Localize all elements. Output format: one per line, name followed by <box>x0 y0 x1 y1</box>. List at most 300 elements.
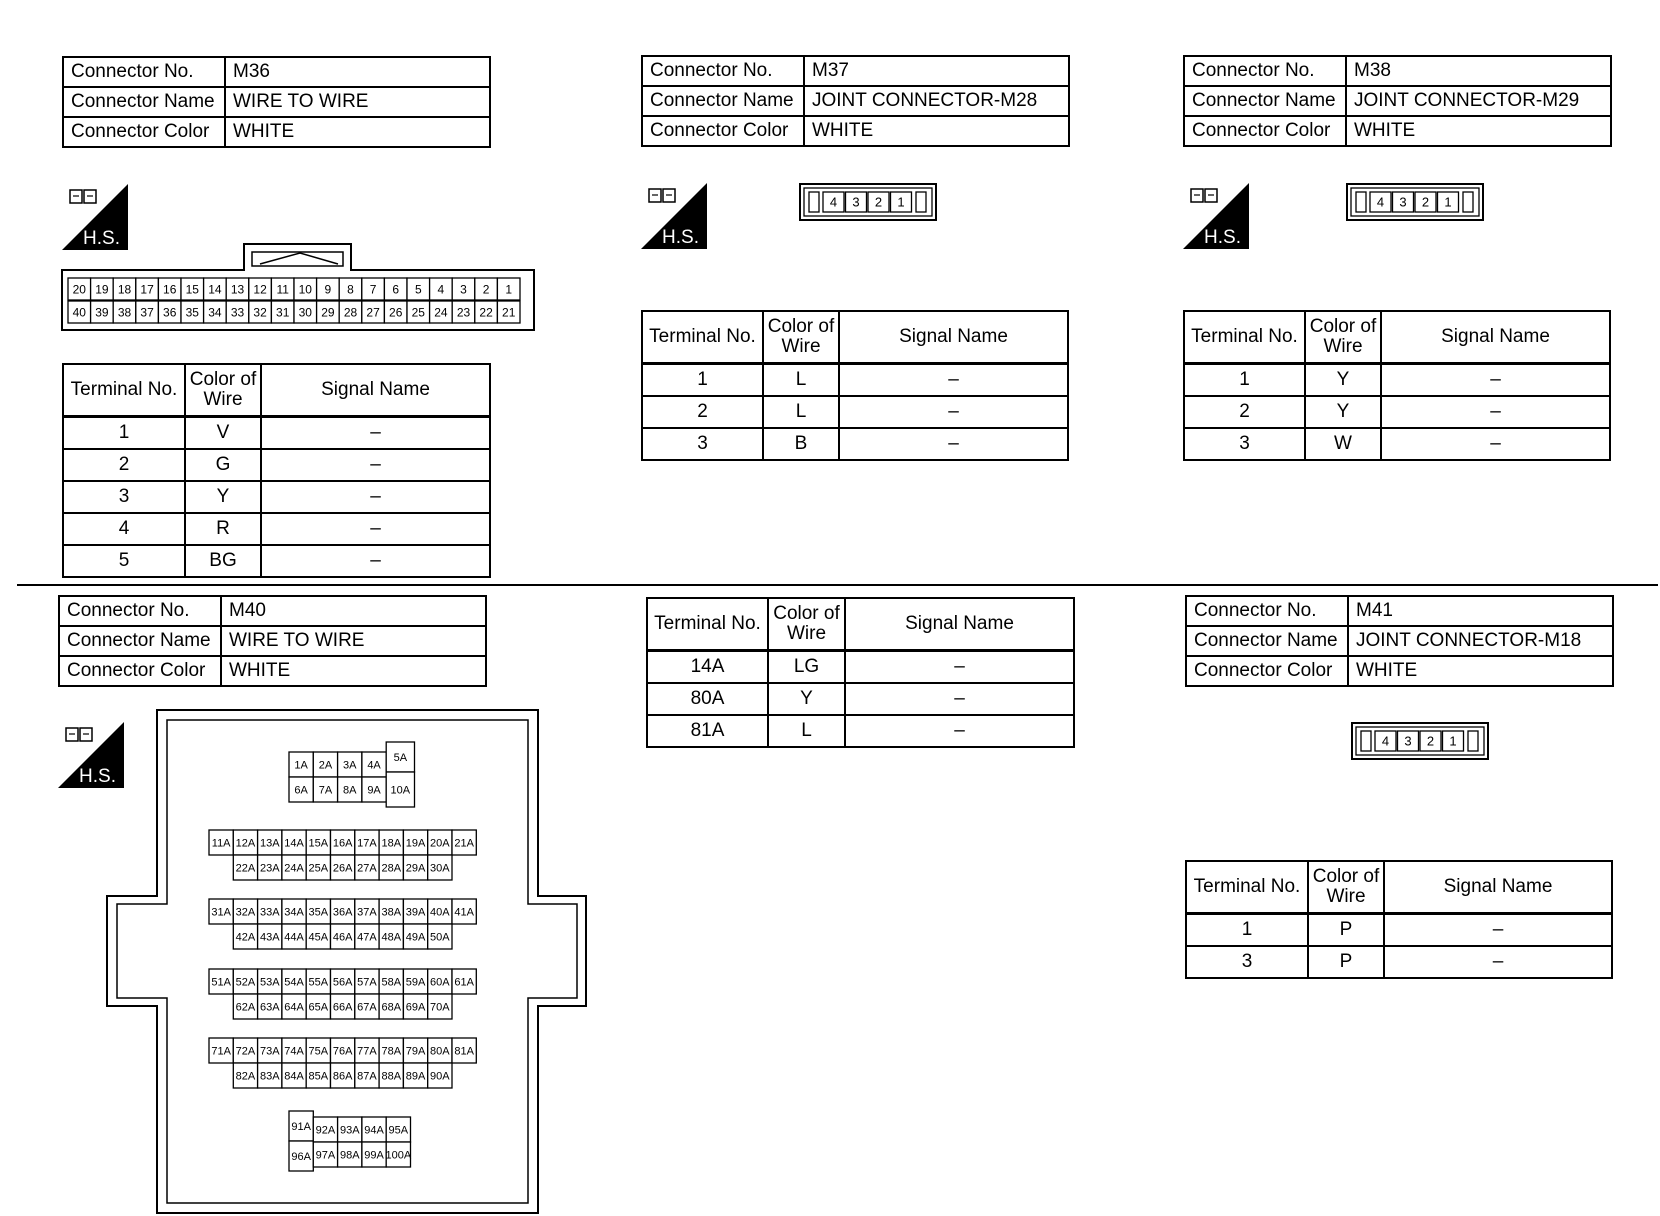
terminal-no-cell: 3 <box>642 428 763 460</box>
wire-color-cell: Y <box>768 683 845 715</box>
pin-cavity <box>403 855 427 880</box>
wire-color-cell: P <box>1308 946 1384 978</box>
pin-cavity <box>823 192 844 212</box>
terminal-no-cell: 2 <box>642 396 763 428</box>
pin-number: 20A <box>430 837 450 850</box>
table-row <box>642 396 1068 428</box>
pin-cavity <box>362 278 385 300</box>
pin-cavity <box>136 278 159 300</box>
pin-cavity <box>249 278 272 300</box>
connector-no-label: Connector No. <box>642 56 804 86</box>
pin-number: 96A <box>291 1150 311 1163</box>
pin-number: 17 <box>140 282 154 297</box>
pin-number: 67A <box>357 1001 377 1014</box>
pin-cavity <box>452 1038 476 1063</box>
signal-name-header: Signal Name <box>261 364 490 417</box>
pin-number: 68A <box>381 1001 402 1014</box>
pin-cavity <box>317 301 340 323</box>
terminal-no-header: Terminal No. <box>1184 311 1305 364</box>
pin-number: 31A <box>211 906 231 919</box>
pin-cavity <box>1420 731 1441 751</box>
pin-cavity <box>331 899 355 924</box>
pin-number: 56A <box>332 976 353 989</box>
pin-cavity <box>289 1111 313 1141</box>
table-row <box>647 715 1074 747</box>
table-row <box>647 683 1074 715</box>
pin-cavity <box>338 1117 362 1142</box>
pin-cavity <box>209 1038 233 1063</box>
pin-cavity <box>355 1063 379 1088</box>
pin-cavity <box>331 855 355 880</box>
pin-number: 43A <box>259 931 280 944</box>
pin-cavity <box>282 924 306 949</box>
pin-number: 2A <box>318 759 333 772</box>
pin-cavity <box>331 924 355 949</box>
pin-cavity <box>1438 192 1459 212</box>
m41-connector-face <box>1351 722 1491 762</box>
connector-no-value: M37 <box>804 56 1069 86</box>
pin-number: 64A <box>284 1001 304 1014</box>
pin-cavity <box>355 855 379 880</box>
m40-terminal-table <box>646 597 1075 748</box>
pin-cavity <box>355 969 379 994</box>
pin-cavity <box>331 969 355 994</box>
pin-number: 14A <box>284 837 304 850</box>
pin-cavity <box>379 899 403 924</box>
wire-color-cell: P <box>1308 914 1384 947</box>
pin-number: 21A <box>454 837 474 850</box>
terminal-no-cell: 3 <box>1184 428 1305 460</box>
m37-terminal-table <box>641 310 1069 461</box>
pin-cavity <box>1393 192 1414 212</box>
pin-cavity <box>497 301 520 323</box>
pin-cavity <box>452 278 475 300</box>
pin-cavity <box>91 301 114 323</box>
pin-cavity <box>355 1038 379 1063</box>
pin-number: 12 <box>253 282 267 297</box>
connector-color-label: Connector Color <box>59 656 221 686</box>
pin-cavity <box>868 192 889 212</box>
pin-cavity <box>362 1117 386 1142</box>
latch-right <box>1468 731 1478 751</box>
pin-number: 3 <box>460 282 467 297</box>
connector-color-value: WHITE <box>1346 116 1611 146</box>
signal-name-header: Signal Name <box>845 598 1074 651</box>
pin-number: 25 <box>411 305 425 320</box>
pin-number: 46A <box>332 931 353 944</box>
pin-number: 4 <box>437 282 445 297</box>
pin-cavity <box>452 830 476 855</box>
pin-cavity <box>181 278 204 300</box>
pin-cavity <box>331 1063 355 1088</box>
pin-number: 19 <box>95 282 109 297</box>
pin-cavity <box>403 899 427 924</box>
pin-number: 36 <box>163 305 177 320</box>
pin-number: 33 <box>230 305 245 320</box>
pin-cavity <box>91 278 114 300</box>
pin-cavity <box>68 301 91 323</box>
pin-number: 97A <box>315 1149 336 1162</box>
pin-cavity <box>475 301 498 323</box>
pin-cavity <box>428 899 452 924</box>
pin-number: 9 <box>324 282 332 297</box>
pin-cavity <box>306 1038 330 1063</box>
pin-cavity <box>289 1141 313 1171</box>
pin-number: 23A <box>259 862 280 875</box>
pin-cavity <box>249 301 272 323</box>
pin-number: 80A <box>430 1045 450 1058</box>
connector-no-value: M36 <box>225 57 490 87</box>
pin-number: 38A <box>381 906 402 919</box>
table-row <box>1186 914 1612 947</box>
wire-color-cell: L <box>763 396 839 428</box>
pin-cavity <box>294 278 317 300</box>
pin-cavity <box>181 301 204 323</box>
pin-cavity <box>403 1038 427 1063</box>
pin-cavity <box>362 752 386 777</box>
terminal-no-cell: 3 <box>63 481 185 513</box>
pin-number: 42A <box>235 931 256 944</box>
pin-number: 27 <box>366 305 380 320</box>
pin-cavity <box>209 899 233 924</box>
pin-number: 24A <box>284 862 304 875</box>
pin-number: 39 <box>95 305 109 320</box>
wire-color-cell: W <box>1305 428 1381 460</box>
connector-color-label: Connector Color <box>1186 656 1348 686</box>
pin-number: 44A <box>284 931 304 944</box>
pin-number: 30 <box>298 305 312 320</box>
pin-number: 1A <box>294 759 308 772</box>
pin-number: 98A <box>339 1149 360 1162</box>
wire-color-cell: L <box>763 364 839 397</box>
connector-no-label: Connector No. <box>59 596 221 626</box>
pin-cavity <box>282 1038 306 1063</box>
pin-cavity <box>452 969 476 994</box>
terminal-no-cell: 2 <box>63 449 185 481</box>
pin-number: 31 <box>276 305 290 320</box>
pin-number: 86A <box>332 1070 353 1083</box>
connector-color-value: WHITE <box>1348 656 1613 686</box>
pin-cavity <box>355 924 379 949</box>
pin-cavity <box>306 830 330 855</box>
pin-cavity <box>407 278 430 300</box>
pin-number: 19A <box>405 837 426 850</box>
pin-number: 54A <box>284 976 304 989</box>
pin-number: 2 <box>482 282 490 297</box>
pin-cavity <box>233 994 257 1019</box>
table-row <box>642 428 1068 460</box>
pin-cavity <box>313 752 337 777</box>
pin-number: 40A <box>430 906 450 919</box>
pin-number: 1 <box>1449 733 1457 749</box>
pin-number: 91A <box>291 1120 311 1133</box>
pin-number: 53A <box>259 976 280 989</box>
m41-terminal-table <box>1185 860 1613 979</box>
pin-number: 47A <box>357 931 377 944</box>
pin-cavity <box>282 994 306 1019</box>
pin-number: 71A <box>211 1045 231 1058</box>
pin-number: 27A <box>357 862 377 875</box>
pin-number: 63A <box>259 1001 280 1014</box>
pin-number: 6A <box>294 784 308 797</box>
pin-number: 81A <box>454 1045 474 1058</box>
pin-cavity <box>385 1142 411 1167</box>
pin-cavity <box>1370 192 1391 212</box>
signal-name-cell: – <box>845 715 1074 747</box>
pin-cavity <box>355 899 379 924</box>
pin-cavity <box>846 192 867 212</box>
pin-number: 1 <box>505 282 513 297</box>
pin-number: 75A <box>308 1045 329 1058</box>
pin-cavity <box>331 1038 355 1063</box>
pin-cavity <box>339 301 362 323</box>
connector-color-label: Connector Color <box>642 116 804 146</box>
pin-cavity <box>233 1063 257 1088</box>
table-row <box>63 481 490 513</box>
terminal-no-cell: 1 <box>1184 364 1305 397</box>
wire-color-cell: Y <box>1305 396 1381 428</box>
pin-number: 58A <box>381 976 402 989</box>
pin-number: 9A <box>367 784 381 797</box>
pin-number: 4 <box>829 194 838 210</box>
pin-cavity <box>497 278 520 300</box>
terminal-no-cell: 1 <box>642 364 763 397</box>
pin-number: 1 <box>1444 194 1452 210</box>
wire-color-cell: LG <box>768 651 845 684</box>
pin-number: 60A <box>430 976 450 989</box>
pin-number: 76A <box>332 1045 353 1058</box>
pin-cavity <box>428 1063 452 1088</box>
pin-cavity <box>233 855 257 880</box>
pin-cavity <box>258 924 282 949</box>
pin-cavity <box>403 830 427 855</box>
pin-number: 92A <box>315 1124 336 1137</box>
pin-number: 34 <box>208 305 222 320</box>
pin-cavity <box>403 1063 427 1088</box>
hs-label: H.S. <box>79 766 116 787</box>
pin-cavity <box>384 301 407 323</box>
signal-name-cell: – <box>839 396 1068 428</box>
pin-cavity <box>258 1063 282 1088</box>
pin-number: 2 <box>874 194 883 210</box>
signal-name-cell: – <box>261 481 490 513</box>
pin-number: 18A <box>381 837 402 850</box>
signal-name-cell: – <box>261 513 490 545</box>
table-row <box>647 651 1074 684</box>
table-row <box>63 449 490 481</box>
pin-cavity <box>289 777 313 802</box>
pin-cavity <box>430 301 453 323</box>
signal-name-cell: – <box>1381 364 1610 397</box>
pin-cavity <box>355 994 379 1019</box>
terminal-no-cell: 81A <box>647 715 768 747</box>
pin-cavity <box>158 278 181 300</box>
pin-number: 3 <box>1404 733 1412 749</box>
pin-number: 22A <box>235 862 256 875</box>
pin-number: 83A <box>259 1070 280 1083</box>
harness-side-icon <box>62 184 128 250</box>
pin-cavity <box>226 301 249 323</box>
terminal-no-header: Terminal No. <box>1186 861 1308 914</box>
pin-number: 28 <box>343 305 358 320</box>
pin-number: 57A <box>357 976 377 989</box>
pin-cavity <box>428 969 452 994</box>
pin-cavity <box>233 899 257 924</box>
pin-number: 72A <box>235 1045 256 1058</box>
pin-number: 3 <box>1399 194 1407 210</box>
signal-name-cell: – <box>261 449 490 481</box>
connector-name-value: JOINT CONNECTOR-M29 <box>1346 86 1611 116</box>
pin-number: 26 <box>389 305 403 320</box>
latch-left <box>1356 192 1366 212</box>
pin-cavity <box>258 969 282 994</box>
pin-cavity <box>428 994 452 1019</box>
harness-side-icon <box>641 183 707 249</box>
pin-number: 29A <box>405 862 426 875</box>
pin-cavity <box>209 969 233 994</box>
pin-number: 49A <box>405 931 426 944</box>
terminal-no-cell: 4 <box>63 513 185 545</box>
pin-number: 32 <box>253 305 267 320</box>
pin-number: 95A <box>388 1124 409 1137</box>
m38-info-table <box>1183 55 1612 147</box>
pin-number: 8 <box>347 282 354 297</box>
m36-info-table <box>62 56 491 148</box>
pin-number: 32A <box>235 906 256 919</box>
pin-number: 93A <box>339 1124 360 1137</box>
pin-number: 90A <box>430 1070 450 1083</box>
pin-cavity <box>475 278 498 300</box>
pin-number: 38 <box>117 305 132 320</box>
pin-cavity <box>386 742 414 772</box>
pin-number: 26A <box>332 862 353 875</box>
pin-cavity <box>379 969 403 994</box>
pin-number: 84A <box>284 1070 304 1083</box>
pin-number: 45A <box>308 931 329 944</box>
pin-number: 24 <box>434 305 448 320</box>
connector-color-label: Connector Color <box>1184 116 1346 146</box>
pin-cavity <box>258 855 282 880</box>
pin-cavity <box>386 772 414 807</box>
pin-number: 13A <box>259 837 280 850</box>
pin-cavity <box>317 278 340 300</box>
harness-side-icon <box>1183 183 1249 249</box>
pin-number: 89A <box>405 1070 426 1083</box>
pin-cavity <box>1415 192 1436 212</box>
hs-label: H.S. <box>662 227 699 248</box>
connector-color-label: Connector Color <box>63 117 225 147</box>
pin-cavity <box>258 899 282 924</box>
pin-cavity <box>282 855 306 880</box>
pin-cavity <box>294 301 317 323</box>
pin-cavity <box>379 855 403 880</box>
pin-cavity <box>282 830 306 855</box>
connector-no-label: Connector No. <box>1186 596 1348 626</box>
pin-cavity <box>306 855 330 880</box>
pin-cavity <box>338 752 362 777</box>
pin-number: 3A <box>343 759 357 772</box>
pin-number: 41A <box>454 906 474 919</box>
color-of-wire-header: Color of Wire <box>1308 861 1384 914</box>
pin-cavity <box>379 830 403 855</box>
pin-number: 4 <box>1376 194 1385 210</box>
pin-cavity <box>362 301 385 323</box>
pin-cavity <box>338 1142 362 1167</box>
pin-number: 21 <box>502 305 516 320</box>
pin-number: 88A <box>381 1070 402 1083</box>
pin-cavity <box>379 924 403 949</box>
signal-name-cell: – <box>845 683 1074 715</box>
pin-cavity <box>136 301 159 323</box>
pin-number: 12A <box>235 837 256 850</box>
wire-color-cell: Y <box>1305 364 1381 397</box>
pin-number: 6 <box>392 282 400 297</box>
pin-number: 36A <box>332 906 353 919</box>
pin-cavity <box>289 752 313 777</box>
connector-color-value: WHITE <box>221 656 486 686</box>
pin-cavity <box>428 924 452 949</box>
pin-cavity <box>209 830 233 855</box>
wire-color-cell: B <box>763 428 839 460</box>
m36-terminal-table <box>62 363 491 578</box>
table-row <box>63 545 490 577</box>
pin-number: 87A <box>357 1070 377 1083</box>
signal-name-cell: – <box>1381 396 1610 428</box>
pin-number: 16 <box>163 282 177 297</box>
pin-cavity <box>428 1038 452 1063</box>
color-of-wire-header: Color of Wire <box>185 364 261 417</box>
pin-number: 15A <box>308 837 329 850</box>
pin-number: 74A <box>284 1045 304 1058</box>
terminal-no-header: Terminal No. <box>63 364 185 417</box>
pin-cavity <box>379 1038 403 1063</box>
pin-cavity <box>68 278 91 300</box>
pin-number: 59A <box>405 976 426 989</box>
pin-cavity <box>313 777 337 802</box>
terminal-no-cell: 5 <box>63 545 185 577</box>
pin-cavity <box>452 301 475 323</box>
pin-cavity <box>233 830 257 855</box>
pin-cavity <box>158 301 181 323</box>
signal-name-cell: – <box>1381 428 1610 460</box>
terminal-no-cell: 1 <box>1186 914 1308 947</box>
pin-cavity <box>1375 731 1396 751</box>
signal-name-cell: – <box>261 417 490 450</box>
pin-number: 22 <box>479 305 493 320</box>
connector-name-label: Connector Name <box>63 87 225 117</box>
pin-cavity <box>384 278 407 300</box>
pin-number: 62A <box>235 1001 256 1014</box>
pin-number: 17A <box>357 837 377 850</box>
section-divider <box>17 584 1658 586</box>
pin-cavity <box>306 924 330 949</box>
table-row <box>642 364 1068 397</box>
pin-cavity <box>204 301 227 323</box>
pin-number: 1 <box>897 194 905 210</box>
pin-cavity <box>258 994 282 1019</box>
m41-info-table <box>1185 595 1614 687</box>
pin-cavity <box>282 899 306 924</box>
pin-number: 51A <box>211 976 231 989</box>
pin-number: 37A <box>357 906 377 919</box>
signal-name-header: Signal Name <box>1384 861 1612 914</box>
pin-number: 37 <box>140 305 154 320</box>
pin-number: 73A <box>259 1045 280 1058</box>
wire-color-cell: R <box>185 513 261 545</box>
pin-number: 5A <box>393 751 408 764</box>
table-row <box>1186 946 1612 978</box>
connector-no-value: M38 <box>1346 56 1611 86</box>
